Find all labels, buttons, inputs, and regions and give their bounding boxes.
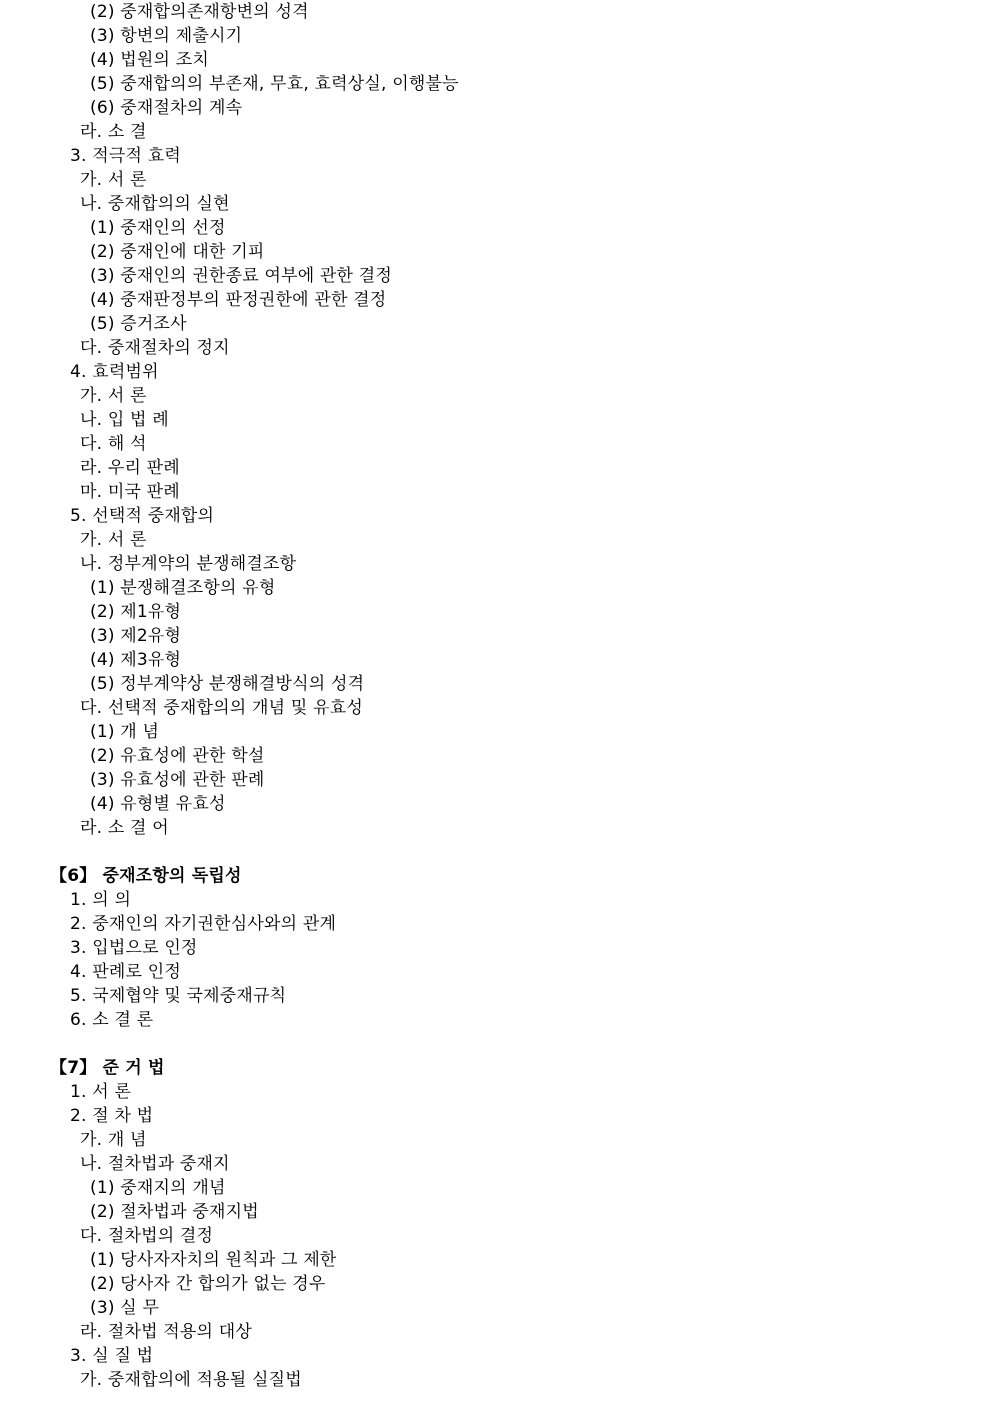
subitem: (3) 중재인의 권한종료 여부에 관한 결정: [90, 266, 393, 286]
chapter-item: 6. 소 결 론: [70, 1010, 154, 1030]
chapter-item: 4. 판례로 인정: [70, 962, 181, 982]
section-heading: 【7】 준 거 법: [50, 1058, 165, 1078]
chapter-item: 3. 입법으로 인정: [70, 938, 198, 958]
subitem: (4) 유형별 유효성: [90, 794, 226, 814]
subsection-item: 라. 소 결: [80, 122, 147, 142]
chapter-item: 1. 서 론: [70, 1082, 132, 1102]
subsection-item: 나. 중재합의의 실현: [80, 194, 230, 214]
subitem: (1) 중재인의 선정: [90, 218, 226, 238]
subsection-item: 다. 절차법의 결정: [80, 1226, 214, 1246]
subitem: (5) 중재합의의 부존재, 무효, 효력상실, 이행불능: [90, 74, 459, 94]
subsection-item: 다. 중재절차의 정지: [80, 338, 230, 358]
subitem: (4) 중재판정부의 판정권한에 관한 결정: [90, 290, 387, 310]
subitem: (3) 실 무: [90, 1298, 160, 1318]
subsection-item: 나. 절차법과 중재지: [80, 1154, 230, 1174]
subsection-item: 다. 해 석: [80, 434, 147, 454]
subsection-item: 가. 서 론: [80, 530, 147, 550]
subitem: (2) 제1유형: [90, 602, 182, 622]
subsection-item: 나. 입 법 례: [80, 410, 169, 430]
subitem: (3) 제2유형: [90, 626, 182, 646]
subitem: (1) 중재지의 개념: [90, 1178, 226, 1198]
subitem: (3) 항변의 제출시기: [90, 26, 243, 46]
subsection-item: 라. 절차법 적용의 대상: [80, 1322, 253, 1342]
subitem: (2) 유효성에 관한 학설: [90, 746, 265, 766]
subsection-item: 라. 소 결 어: [80, 818, 169, 838]
subitem: (4) 법원의 조치: [90, 50, 209, 70]
chapter-item: 2. 중재인의 자기권한심사와의 관계: [70, 914, 337, 934]
subitem: (1) 당사자자치의 원칙과 그 제한: [90, 1250, 337, 1270]
subitem: (1) 개 념: [90, 722, 160, 742]
subsection-item: 가. 서 론: [80, 386, 147, 406]
chapter-item: 5. 국제협약 및 국제중재규칙: [70, 986, 287, 1006]
chapter-item: 5. 선택적 중재합의: [70, 506, 215, 526]
subitem: (2) 중재합의존재항변의 성격: [90, 2, 309, 22]
subitem: (3) 유효성에 관한 판례: [90, 770, 265, 790]
subitem: (2) 당사자 간 합의가 없는 경우: [90, 1274, 326, 1294]
chapter-item: 3. 실 질 법: [70, 1346, 154, 1366]
subitem: (2) 절차법과 중재지법: [90, 1202, 259, 1222]
subsection-item: 마. 미국 판례: [80, 482, 180, 502]
subitem: (4) 제3유형: [90, 650, 182, 670]
chapter-item: 4. 효력범위: [70, 362, 159, 382]
subsection-item: 나. 정부계약의 분쟁해결조항: [80, 554, 297, 574]
section-heading: 【6】 중재조항의 독립성: [50, 866, 242, 886]
chapter-item: 2. 절 차 법: [70, 1106, 154, 1126]
subitem: (5) 증거조사: [90, 314, 187, 334]
subitem: (5) 정부계약상 분쟁해결방식의 성격: [90, 674, 365, 694]
chapter-item: 3. 적극적 효력: [70, 146, 181, 166]
subitem: (1) 분쟁해결조항의 유형: [90, 578, 276, 598]
subsection-item: 가. 중재합의에 적용될 실질법: [80, 1370, 302, 1390]
subitem: (6) 중재절차의 계속: [90, 98, 243, 118]
subsection-item: 라. 우리 판례: [80, 458, 180, 478]
subsection-item: 가. 서 론: [80, 170, 147, 190]
subsection-item: 다. 선택적 중재합의의 개념 및 유효성: [80, 698, 363, 718]
subsection-item: 가. 개 념: [80, 1130, 147, 1150]
chapter-item: 1. 의 의: [70, 890, 132, 910]
subitem: (2) 중재인에 대한 기피: [90, 242, 265, 262]
